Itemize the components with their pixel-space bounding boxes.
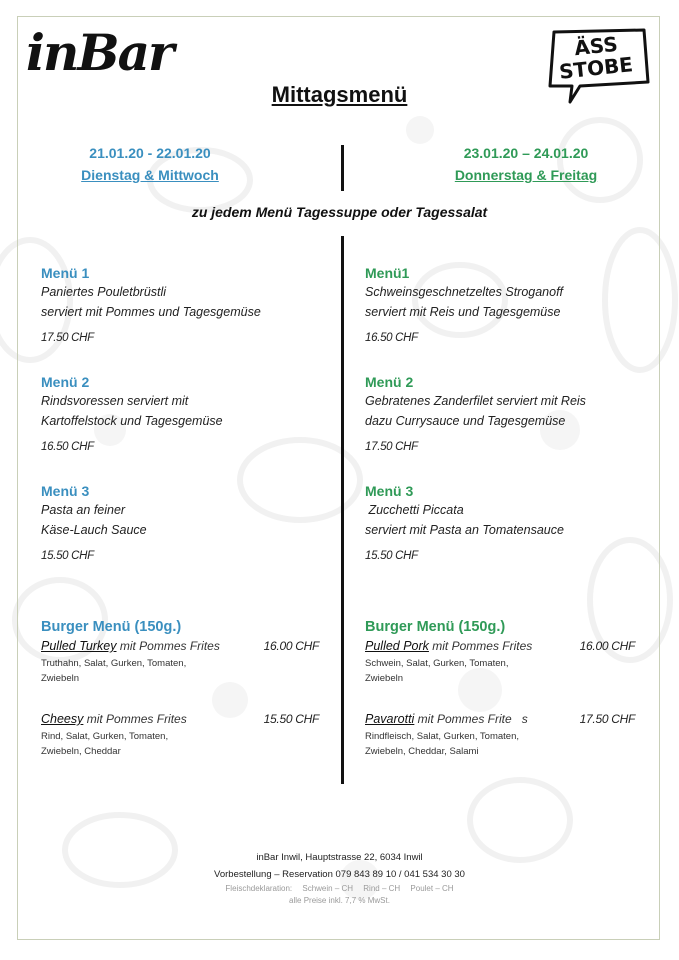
menu-description-line2: Käse-Lauch Sauce: [41, 523, 147, 537]
menu-price: 15.50 CHF: [41, 550, 94, 562]
burger-item: [365, 638, 635, 686]
menu-description-line2: serviert mit Pasta an Tomatensauce: [365, 523, 564, 537]
menu-item: [41, 264, 336, 344]
menu-description-line1: Pasta an feiner: [41, 503, 126, 517]
footer-meat-declaration: [0, 884, 679, 893]
soup-salad-note: zu jedem Menü Tagessuppe oder Tagessalat: [191, 204, 488, 220]
burger-price: 17.50 CHF: [579, 712, 635, 726]
burger-price: 16.00 CHF: [263, 639, 319, 653]
days-right: Donnerstag & Freitag: [454, 167, 598, 183]
declaration-rind: Rind – CH: [363, 884, 401, 893]
burger-heading: Burger Menü (150g.): [41, 619, 182, 635]
menu-description-line1: Schweinsgeschnetzeltes Stroganoff: [365, 285, 564, 299]
menu-name: Menü 1: [41, 265, 90, 281]
column-divider: [341, 236, 344, 784]
declaration-label: Fleischdeklaration:: [225, 884, 293, 893]
burger-side: mit Pommes Frites: [428, 639, 533, 653]
menu-name: Menü 2: [41, 374, 90, 390]
divider-top: [341, 145, 344, 191]
date-range-right: 23.01.20 – 24.01.20: [463, 145, 589, 161]
days-left: Dienstag & Mittwoch: [81, 167, 219, 183]
menu-item: [365, 373, 660, 453]
menu-price: 16.50 CHF: [41, 441, 94, 453]
burger-ingredients-line2: Zwiebeln: [365, 673, 404, 684]
burger-name: Cheesy: [41, 712, 84, 726]
burger-name: Pavarotti: [365, 712, 415, 726]
menu-description-line2: serviert mit Pommes und Tagesgemüse: [41, 305, 261, 319]
burger-side: mit Pommes Frites: [83, 712, 187, 726]
dates-right: [436, 142, 616, 186]
footer-vat-note: alle Preise inkl. 7,7 % MwSt.: [289, 896, 390, 905]
menu-price: 16.50 CHF: [365, 332, 418, 344]
burger-item: [365, 711, 635, 759]
burger-ingredients-line1: Rind, Salat, Gurken, Tomaten,: [41, 731, 169, 742]
menu-description-line2: Kartoffelstock und Tagesgemüse: [41, 414, 223, 428]
menu-description-line1: Zucchetti Piccata: [365, 503, 464, 517]
menu-name: Menü1: [365, 265, 410, 281]
menu-name: Menü 3: [41, 483, 90, 499]
menu-description-line1: Gebratenes Zanderfilet serviert mit Reis: [365, 394, 586, 408]
menu-description-line2: serviert mit Reis und Tagesgemüse: [365, 305, 561, 319]
burger-ingredients-line1: Truthahn, Salat, Gurken, Tomaten,: [41, 658, 187, 669]
burger-ingredients-line2: Zwiebeln, Cheddar, Salami: [365, 746, 479, 757]
footer-reservation: Vorbestellung – Reservation 079 843 89 10 / 041 534 30 30: [214, 869, 465, 880]
burger-price: 16.00 CHF: [579, 639, 635, 653]
burger-item: [41, 638, 319, 686]
logo-ass-line1: ÄSS: [573, 31, 619, 61]
burger-name: Pulled Pork: [365, 639, 429, 653]
menu-price: 15.50 CHF: [365, 550, 418, 562]
footer-address: inBar Inwil, Hauptstrasse 22, 6034 Inwil: [256, 852, 423, 863]
burger-ingredients-line2: Zwiebeln, Cheddar: [41, 746, 121, 757]
burger-item: [41, 711, 319, 759]
burger-name: Pulled Turkey: [41, 639, 117, 653]
page-title: Mittagsmenü: [271, 82, 408, 107]
menu-item: [365, 264, 660, 344]
burger-side: mit Pommes Frite s: [414, 712, 528, 726]
menu-name: Menü 2: [365, 374, 414, 390]
burger-ingredients-line2: Zwiebeln: [41, 673, 80, 684]
menu-description-line1: Rindsvoressen serviert mit: [41, 394, 189, 408]
dates-left: [60, 142, 240, 186]
burger-side: mit Pommes Frites: [116, 639, 220, 653]
burger-ingredients-line1: Schwein, Salat, Gurken, Tomaten,: [365, 658, 509, 669]
menu-name: Menü 3: [365, 483, 414, 499]
burger-heading: Burger Menü (150g.): [365, 619, 506, 635]
menu-item: [41, 373, 336, 453]
menu-price: 17.50 CHF: [41, 332, 94, 344]
declaration-schwein: Schwein – CH: [302, 884, 354, 893]
menu-item: [365, 482, 660, 562]
menu-description-line2: dazu Currysauce und Tagesgemüse: [365, 414, 566, 428]
date-range-left: 21.01.20 - 22.01.20: [89, 145, 211, 161]
burger-price: 15.50 CHF: [263, 712, 319, 726]
inbar-logo: inBar: [26, 23, 173, 82]
burger-ingredients-line1: Rindfleisch, Salat, Gurken, Tomaten,: [365, 731, 520, 742]
menu-item: [41, 482, 336, 562]
menu-description-line1: Paniertes Pouletbrüstli: [41, 285, 167, 299]
menu-price: 17.50 CHF: [365, 441, 418, 453]
declaration-poulet: Poulet – CH: [410, 884, 454, 893]
logo-ass-line2: STOBE: [557, 52, 635, 84]
